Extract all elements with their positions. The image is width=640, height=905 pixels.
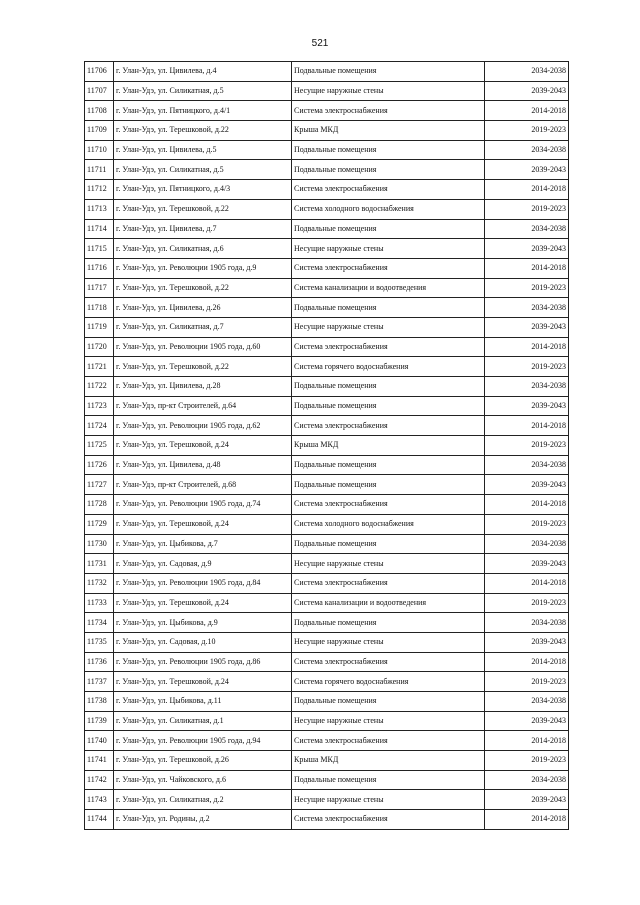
address-cell: г. Улан-Удэ, ул. Садовая, д.9: [114, 554, 292, 574]
table-row: [85, 219, 569, 239]
building-system-cell: Система электроснабжения: [292, 258, 485, 278]
address-cell: г. Улан-Удэ, ул. Терешковой, д.24: [114, 514, 292, 534]
building-system-cell: Система канализации и водоотведения: [292, 278, 485, 298]
building-system-cell: Крыша МКД: [292, 121, 485, 141]
row-number: 11718: [85, 298, 114, 318]
building-system-cell: Несущие наружные стены: [292, 790, 485, 810]
table-row: [85, 81, 569, 101]
address-cell: г. Улан-Удэ, ул. Силикатная, д.2: [114, 790, 292, 810]
table-row: [85, 632, 569, 652]
building-system-cell: Система электроснабжения: [292, 810, 485, 830]
repair-period-cell: 2014-2018: [485, 180, 569, 200]
building-system-cell: Система электроснабжения: [292, 731, 485, 751]
row-number: 11706: [85, 62, 114, 82]
address-cell: г. Улан-Удэ, ул. Цивилева, д.28: [114, 377, 292, 397]
repair-period-cell: 2014-2018: [485, 652, 569, 672]
building-system-cell: Несущие наружные стены: [292, 239, 485, 259]
address-cell: г. Улан-Удэ, ул. Цивилева, д.26: [114, 298, 292, 318]
address-cell: г. Улан-Удэ, ул. Родины, д.2: [114, 810, 292, 830]
row-number: 11738: [85, 692, 114, 712]
building-system-cell: Подвальные помещения: [292, 140, 485, 160]
building-system-cell: Подвальные помещения: [292, 160, 485, 180]
repair-period-cell: 2034-2038: [485, 534, 569, 554]
repair-period-cell: 2034-2038: [485, 298, 569, 318]
building-system-cell: Подвальные помещения: [292, 534, 485, 554]
address-cell: г. Улан-Удэ, ул. Силикатная, д.1: [114, 711, 292, 731]
building-system-cell: Несущие наружные стены: [292, 711, 485, 731]
address-cell: г. Улан-Удэ, ул. Терешковой, д.22: [114, 357, 292, 377]
address-cell: г. Улан-Удэ, ул. Революции 1905 года, д.94: [114, 731, 292, 751]
row-number: 11711: [85, 160, 114, 180]
row-number: 11709: [85, 121, 114, 141]
address-cell: г. Улан-Удэ, ул. Терешковой, д.22: [114, 199, 292, 219]
repair-period-cell: 2019-2023: [485, 593, 569, 613]
table-row: [85, 436, 569, 456]
repair-period-cell: 2034-2038: [485, 377, 569, 397]
address-cell: г. Улан-Удэ, ул. Цыбикова, д.7: [114, 534, 292, 554]
table-row: [85, 140, 569, 160]
address-cell: г. Улан-Удэ, пр-кт Строителей, д.68: [114, 475, 292, 495]
repair-period-cell: 2034-2038: [485, 62, 569, 82]
address-cell: г. Улан-Удэ, ул. Пятницкого, д.4/1: [114, 101, 292, 121]
table-row: [85, 790, 569, 810]
building-system-cell: Подвальные помещения: [292, 377, 485, 397]
address-cell: г. Улан-Удэ, ул. Терешковой, д.24: [114, 672, 292, 692]
row-number: 11742: [85, 770, 114, 790]
row-number: 11723: [85, 396, 114, 416]
building-system-cell: Система холодного водоснабжения: [292, 514, 485, 534]
repair-period-cell: 2039-2043: [485, 160, 569, 180]
row-number: 11732: [85, 573, 114, 593]
table-row: [85, 337, 569, 357]
building-system-cell: Система электроснабжения: [292, 101, 485, 121]
building-system-cell: Система электроснабжения: [292, 573, 485, 593]
table-row: [85, 455, 569, 475]
building-system-cell: Подвальные помещения: [292, 455, 485, 475]
row-number: 11719: [85, 317, 114, 337]
building-system-cell: Подвальные помещения: [292, 613, 485, 633]
row-number: 11715: [85, 239, 114, 259]
address-cell: г. Улан-Удэ, ул. Цивилева, д.48: [114, 455, 292, 475]
repair-period-cell: 2039-2043: [485, 239, 569, 259]
repair-period-cell: 2034-2038: [485, 770, 569, 790]
repair-period-cell: 2019-2023: [485, 751, 569, 771]
row-number: 11733: [85, 593, 114, 613]
row-number: 11717: [85, 278, 114, 298]
table-row: [85, 751, 569, 771]
repair-period-cell: 2039-2043: [485, 396, 569, 416]
table-row: [85, 593, 569, 613]
address-cell: г. Улан-Удэ, ул. Цыбикова, д.11: [114, 692, 292, 712]
address-cell: г. Улан-Удэ, ул. Цивилева, д.4: [114, 62, 292, 82]
table-row: [85, 101, 569, 121]
address-cell: г. Улан-Удэ, пр-кт Строителей, д.64: [114, 396, 292, 416]
building-system-cell: Подвальные помещения: [292, 475, 485, 495]
repair-period-cell: 2014-2018: [485, 810, 569, 830]
table-row: [85, 731, 569, 751]
repair-period-cell: 2034-2038: [485, 613, 569, 633]
table-row: [85, 692, 569, 712]
table-row: [85, 317, 569, 337]
building-system-cell: Система электроснабжения: [292, 337, 485, 357]
repair-period-cell: 2039-2043: [485, 790, 569, 810]
row-number: 11744: [85, 810, 114, 830]
repair-period-cell: 2019-2023: [485, 672, 569, 692]
building-system-cell: Система электроснабжения: [292, 416, 485, 436]
address-cell: г. Улан-Удэ, ул. Садовая, д.10: [114, 632, 292, 652]
building-system-cell: Подвальные помещения: [292, 62, 485, 82]
building-system-cell: Система электроснабжения: [292, 652, 485, 672]
row-number: 11714: [85, 219, 114, 239]
repair-period-cell: 2019-2023: [485, 514, 569, 534]
table-row: [85, 258, 569, 278]
address-cell: г. Улан-Удэ, ул. Терешковой, д.22: [114, 121, 292, 141]
row-number: 11737: [85, 672, 114, 692]
table-row: [85, 475, 569, 495]
row-number: 11707: [85, 81, 114, 101]
repair-period-cell: 2019-2023: [485, 121, 569, 141]
row-number: 11727: [85, 475, 114, 495]
table-row: [85, 357, 569, 377]
row-number: 11712: [85, 180, 114, 200]
repair-period-cell: 2019-2023: [485, 278, 569, 298]
address-cell: г. Улан-Удэ, ул. Терешковой, д.26: [114, 751, 292, 771]
table-row: [85, 514, 569, 534]
table-row: [85, 672, 569, 692]
row-number: 11728: [85, 495, 114, 515]
repair-period-cell: 2034-2038: [485, 219, 569, 239]
building-system-cell: Несущие наружные стены: [292, 632, 485, 652]
building-system-cell: Подвальные помещения: [292, 396, 485, 416]
address-cell: г. Улан-Удэ, ул. Революции 1905 года, д.84: [114, 573, 292, 593]
repair-period-cell: 2019-2023: [485, 199, 569, 219]
row-number: 11722: [85, 377, 114, 397]
building-system-cell: Подвальные помещения: [292, 298, 485, 318]
repair-period-cell: 2034-2038: [485, 692, 569, 712]
table-row: [85, 160, 569, 180]
repair-period-cell: 2039-2043: [485, 554, 569, 574]
address-cell: г. Улан-Удэ, ул. Пятницкого, д.4/3: [114, 180, 292, 200]
table-row: [85, 199, 569, 219]
row-number: 11720: [85, 337, 114, 357]
table-row: [85, 652, 569, 672]
repair-period-cell: 2034-2038: [485, 140, 569, 160]
address-cell: г. Улан-Удэ, ул. Силикатная, д.7: [114, 317, 292, 337]
table-body: [85, 62, 569, 830]
table-row: [85, 180, 569, 200]
repair-period-cell: 2039-2043: [485, 81, 569, 101]
row-number: 11716: [85, 258, 114, 278]
repair-period-cell: 2039-2043: [485, 632, 569, 652]
address-cell: г. Улан-Удэ, ул. Революции 1905 года, д.9: [114, 258, 292, 278]
table-row: [85, 396, 569, 416]
row-number: 11736: [85, 652, 114, 672]
table-row: [85, 416, 569, 436]
table-row: [85, 554, 569, 574]
row-number: 11713: [85, 199, 114, 219]
address-cell: г. Улан-Удэ, ул. Революции 1905 года, д.86: [114, 652, 292, 672]
repair-period-cell: 2014-2018: [485, 731, 569, 751]
repair-period-cell: 2034-2038: [485, 455, 569, 475]
address-cell: г. Улан-Удэ, ул. Революции 1905 года, д.74: [114, 495, 292, 515]
repair-period-cell: 2014-2018: [485, 495, 569, 515]
address-cell: г. Улан-Удэ, ул. Революции 1905 года, д.62: [114, 416, 292, 436]
address-cell: г. Улан-Удэ, ул. Цивилева, д.7: [114, 219, 292, 239]
building-system-cell: Система горячего водоснабжения: [292, 672, 485, 692]
row-number: 11721: [85, 357, 114, 377]
row-number: 11725: [85, 436, 114, 456]
table-row: [85, 613, 569, 633]
building-system-cell: Крыша МКД: [292, 751, 485, 771]
table-row: [85, 810, 569, 830]
address-cell: г. Улан-Удэ, ул. Терешковой, д.24: [114, 593, 292, 613]
repair-period-cell: 2014-2018: [485, 573, 569, 593]
row-number: 11710: [85, 140, 114, 160]
repair-period-cell: 2014-2018: [485, 416, 569, 436]
row-number: 11731: [85, 554, 114, 574]
address-cell: г. Улан-Удэ, ул. Силикатная, д.6: [114, 239, 292, 259]
repair-period-cell: 2039-2043: [485, 475, 569, 495]
repair-schedule-table: [84, 61, 569, 830]
row-number: 11729: [85, 514, 114, 534]
row-number: 11730: [85, 534, 114, 554]
table-row: [85, 298, 569, 318]
building-system-cell: Подвальные помещения: [292, 219, 485, 239]
table-row: [85, 278, 569, 298]
table-row: [85, 711, 569, 731]
table-row: [85, 239, 569, 259]
repair-period-cell: 2014-2018: [485, 258, 569, 278]
row-number: 11726: [85, 455, 114, 475]
building-system-cell: Система горячего водоснабжения: [292, 357, 485, 377]
address-cell: г. Улан-Удэ, ул. Терешковой, д.24: [114, 436, 292, 456]
address-cell: г. Улан-Удэ, ул. Цивилева, д.5: [114, 140, 292, 160]
address-cell: г. Улан-Удэ, ул. Чайковского, д.6: [114, 770, 292, 790]
row-number: 11734: [85, 613, 114, 633]
building-system-cell: Крыша МКД: [292, 436, 485, 456]
building-system-cell: Система электроснабжения: [292, 180, 485, 200]
repair-period-cell: 2019-2023: [485, 436, 569, 456]
repair-period-cell: 2019-2023: [485, 357, 569, 377]
table-row: [85, 573, 569, 593]
building-system-cell: Несущие наружные стены: [292, 554, 485, 574]
building-system-cell: Несущие наружные стены: [292, 317, 485, 337]
building-system-cell: Подвальные помещения: [292, 770, 485, 790]
repair-period-cell: 2039-2043: [485, 317, 569, 337]
row-number: 11739: [85, 711, 114, 731]
building-system-cell: Подвальные помещения: [292, 692, 485, 712]
building-system-cell: Система канализации и водоотведения: [292, 593, 485, 613]
address-cell: г. Улан-Удэ, ул. Цыбикова, д.9: [114, 613, 292, 633]
building-system-cell: Несущие наружные стены: [292, 81, 485, 101]
table-row: [85, 62, 569, 82]
table-row: [85, 495, 569, 515]
repair-period-cell: 2014-2018: [485, 337, 569, 357]
row-number: 11741: [85, 751, 114, 771]
address-cell: г. Улан-Удэ, ул. Терешковой, д.22: [114, 278, 292, 298]
repair-period-cell: 2039-2043: [485, 711, 569, 731]
table-row: [85, 377, 569, 397]
address-cell: г. Улан-Удэ, ул. Силикатная, д.5: [114, 81, 292, 101]
table-row: [85, 121, 569, 141]
building-system-cell: Система холодного водоснабжения: [292, 199, 485, 219]
page-number: 521: [311, 38, 329, 49]
repair-period-cell: 2014-2018: [485, 101, 569, 121]
row-number: 11724: [85, 416, 114, 436]
row-number: 11743: [85, 790, 114, 810]
building-system-cell: Система электроснабжения: [292, 495, 485, 515]
table-row: [85, 534, 569, 554]
row-number: 11735: [85, 632, 114, 652]
address-cell: г. Улан-Удэ, ул. Революции 1905 года, д.60: [114, 337, 292, 357]
table-row: [85, 770, 569, 790]
address-cell: г. Улан-Удэ, ул. Силикатная, д.5: [114, 160, 292, 180]
row-number: 11708: [85, 101, 114, 121]
row-number: 11740: [85, 731, 114, 751]
